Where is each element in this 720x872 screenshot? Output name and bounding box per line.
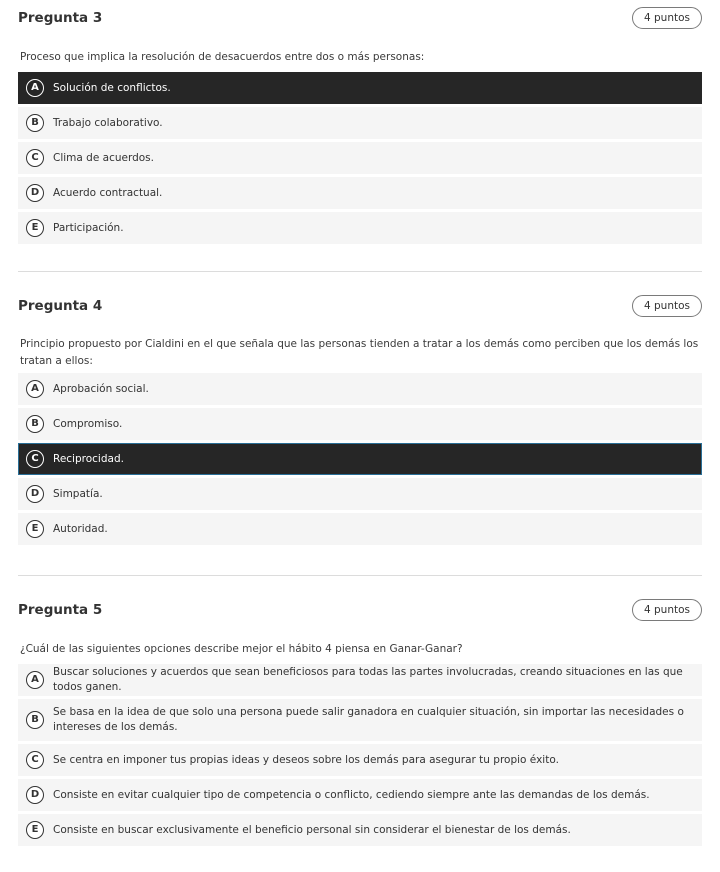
question-3 — [18, 3, 702, 247]
option-label: Participación. — [53, 221, 124, 234]
option-c[interactable] — [18, 443, 702, 475]
option-a[interactable] — [18, 72, 702, 104]
option-letter-badge: A — [26, 380, 44, 398]
option-label: Aprobación social. — [53, 382, 149, 395]
question-text: Principio propuesto por Cialdini en el que señala que las personas tienden a tratar a los demás como perciben que los demás los tratan a ellos: — [20, 338, 699, 367]
option-b[interactable] — [18, 408, 702, 440]
option-letter-badge: B — [26, 711, 44, 729]
option-d[interactable] — [18, 478, 702, 510]
option-letter-badge: A — [26, 79, 44, 97]
question-text: ¿Cuál de las siguientes opciones describe mejor el hábito 4 piensa en Ganar-Ganar? — [20, 643, 463, 655]
option-c[interactable] — [18, 744, 702, 776]
option-letter-badge: C — [26, 751, 44, 769]
option-a[interactable] — [18, 373, 702, 405]
points-badge: 4 puntos — [632, 7, 702, 29]
options-list — [18, 373, 702, 545]
option-letter-badge: E — [26, 821, 44, 839]
option-label: Buscar soluciones y acuerdos que sean beneficiosos para todas las partes involucradas, creando situaciones en las que todos ganen. — [53, 666, 683, 693]
option-letter-badge: E — [26, 219, 44, 237]
option-letter-badge: A — [26, 671, 44, 689]
option-label: Simpatía. — [53, 487, 103, 500]
option-label: Se basa en la idea de que solo una persona puede salir ganadora en cualquier situación, sin importar las necesidades o intereses de los demás. — [53, 706, 684, 733]
option-label: Consiste en buscar exclusivamente el beneficio personal sin considerar el bienestar de los demás. — [53, 823, 571, 836]
question-5 — [18, 595, 702, 849]
option-label: Se centra en imponer tus propias ideas y deseos sobre los demás para asegurar tu propio éxito. — [53, 753, 559, 766]
option-label: Trabajo colaborativo. — [53, 116, 163, 129]
option-label: Consiste en evitar cualquier tipo de competencia o conflicto, cediendo siempre ante las demandas de los demás. — [53, 788, 650, 801]
options-list — [18, 664, 702, 846]
option-letter-badge: E — [26, 520, 44, 538]
option-label: Compromiso. — [53, 417, 123, 430]
section-divider — [18, 271, 702, 272]
question-title: Pregunta 3 — [18, 10, 103, 26]
option-d[interactable] — [18, 779, 702, 811]
option-letter-badge: B — [26, 114, 44, 132]
option-d[interactable] — [18, 177, 702, 209]
option-letter-badge: C — [26, 450, 44, 468]
option-letter-badge: C — [26, 149, 44, 167]
question-header — [18, 595, 702, 625]
question-title: Pregunta 4 — [18, 298, 103, 314]
option-a[interactable] — [18, 664, 702, 696]
option-e[interactable] — [18, 513, 702, 545]
points-badge: 4 puntos — [632, 599, 702, 621]
question-header — [18, 3, 702, 33]
section-divider — [18, 575, 702, 576]
option-c[interactable] — [18, 142, 702, 174]
option-label: Autoridad. — [53, 522, 108, 535]
points-badge: 4 puntos — [632, 295, 702, 317]
option-letter-badge: D — [26, 184, 44, 202]
question-4 — [18, 291, 702, 548]
option-label: Clima de acuerdos. — [53, 151, 154, 164]
option-label: Acuerdo contractual. — [53, 186, 163, 199]
question-header — [18, 291, 702, 321]
option-e[interactable] — [18, 212, 702, 244]
option-label: Solución de conflictos. — [53, 81, 171, 94]
question-text: Proceso que implica la resolución de desacuerdos entre dos o más personas: — [20, 51, 425, 63]
option-e[interactable] — [18, 814, 702, 846]
option-b[interactable] — [18, 699, 702, 741]
option-letter-badge: D — [26, 485, 44, 503]
options-list — [18, 72, 702, 244]
option-label: Reciprocidad. — [53, 452, 124, 465]
option-letter-badge: B — [26, 415, 44, 433]
question-title: Pregunta 5 — [18, 602, 103, 618]
option-b[interactable] — [18, 107, 702, 139]
option-letter-badge: D — [26, 786, 44, 804]
